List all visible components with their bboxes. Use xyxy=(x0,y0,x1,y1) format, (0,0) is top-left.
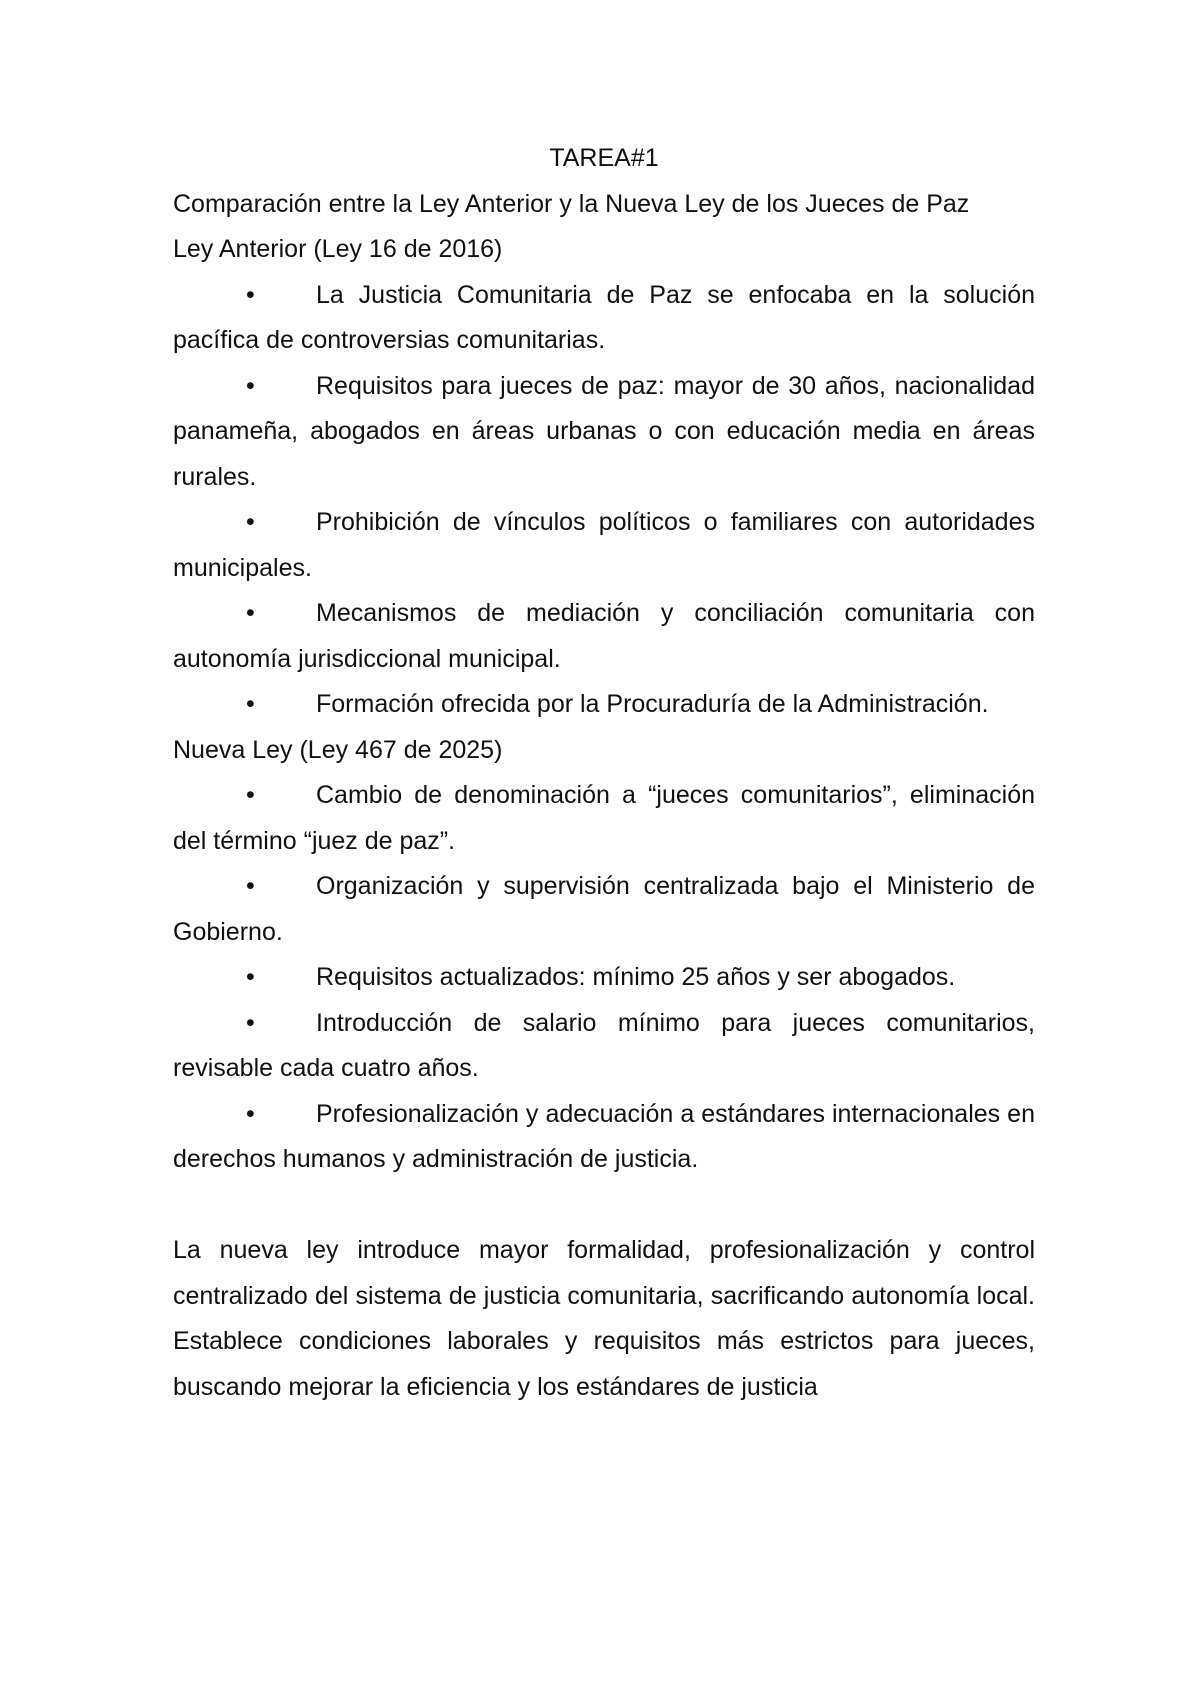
section-heading-nueva-ley: Nueva Ley (Ley 467 de 2025) xyxy=(173,735,503,764)
document-page xyxy=(173,136,1035,1410)
list-item xyxy=(173,500,1035,591)
bullet-icon: • xyxy=(246,690,255,718)
list-item-text: Cambio de denominación a “jueces comunitarios”, eliminación del término “juez de paz”. xyxy=(173,781,1035,855)
list-item-text: Formación ofrecida por la Procuraduría de la Administración. xyxy=(316,690,989,718)
list-item-text: La Justicia Comunitaria de Paz se enfocaba en la solución pacífica de controversias comunitarias. xyxy=(173,280,1035,354)
list-item-text: Profesionalización y adecuación a estándares internacionales en derechos humanos y administración de justicia. xyxy=(173,1099,1035,1173)
bullet-icon: • xyxy=(246,1099,255,1128)
bullet-icon: • xyxy=(246,781,255,809)
list-item-text: Requisitos para jueces de paz: mayor de 30 años, nacionalidad panameña, abogados en áreas urbanas o con educación media en áreas rurales. xyxy=(173,371,1035,491)
conclusion-paragraph: La nueva ley introduce mayor formalidad, profesionalización y control centralizado del sistema de justicia comunitaria, sacrificando autonomía local. Establece condiciones laborales y requisitos más estrictos para jueces, buscando mejorar la eficiencia y los estándares de justicia xyxy=(173,1236,1035,1401)
list-item xyxy=(173,591,1035,682)
list-item xyxy=(173,1092,1035,1183)
bullet-icon: • xyxy=(246,872,255,900)
list-item-text: Mecanismos de mediación y conciliación comunitaria con autonomía jurisdiccional municipal. xyxy=(173,599,1035,673)
list-item xyxy=(173,955,1035,1001)
bullet-icon: • xyxy=(246,371,255,400)
bullet-icon: • xyxy=(246,1008,255,1037)
list-item xyxy=(173,773,1035,864)
document-title: TAREA#1 xyxy=(549,144,659,172)
list-item xyxy=(173,364,1035,501)
list-item-text: Introducción de salario mínimo para jueces comunitarios, revisable cada cuatro años. xyxy=(173,1008,1035,1082)
section-heading-ley-anterior: Ley Anterior (Ley 16 de 2016) xyxy=(173,235,503,263)
list-item-text: Prohibición de vínculos políticos o familiares con autoridades municipales. xyxy=(173,508,1035,582)
list-item xyxy=(173,682,1035,728)
list-item xyxy=(173,273,1035,364)
list-item-text: Organización y supervisión centralizada bajo el Ministerio de Gobierno. xyxy=(173,872,1035,946)
bullet-icon: • xyxy=(246,963,255,991)
bullet-icon: • xyxy=(246,599,255,627)
document-subtitle: Comparación entre la Ley Anterior y la Nueva Ley de los Jueces de Paz xyxy=(173,189,970,218)
bullet-icon: • xyxy=(246,280,255,309)
list-item xyxy=(173,1001,1035,1092)
list-item xyxy=(173,864,1035,955)
bullet-icon: • xyxy=(246,508,255,536)
list-item-text: Requisitos actualizados: mínimo 25 años y ser abogados. xyxy=(316,963,956,991)
